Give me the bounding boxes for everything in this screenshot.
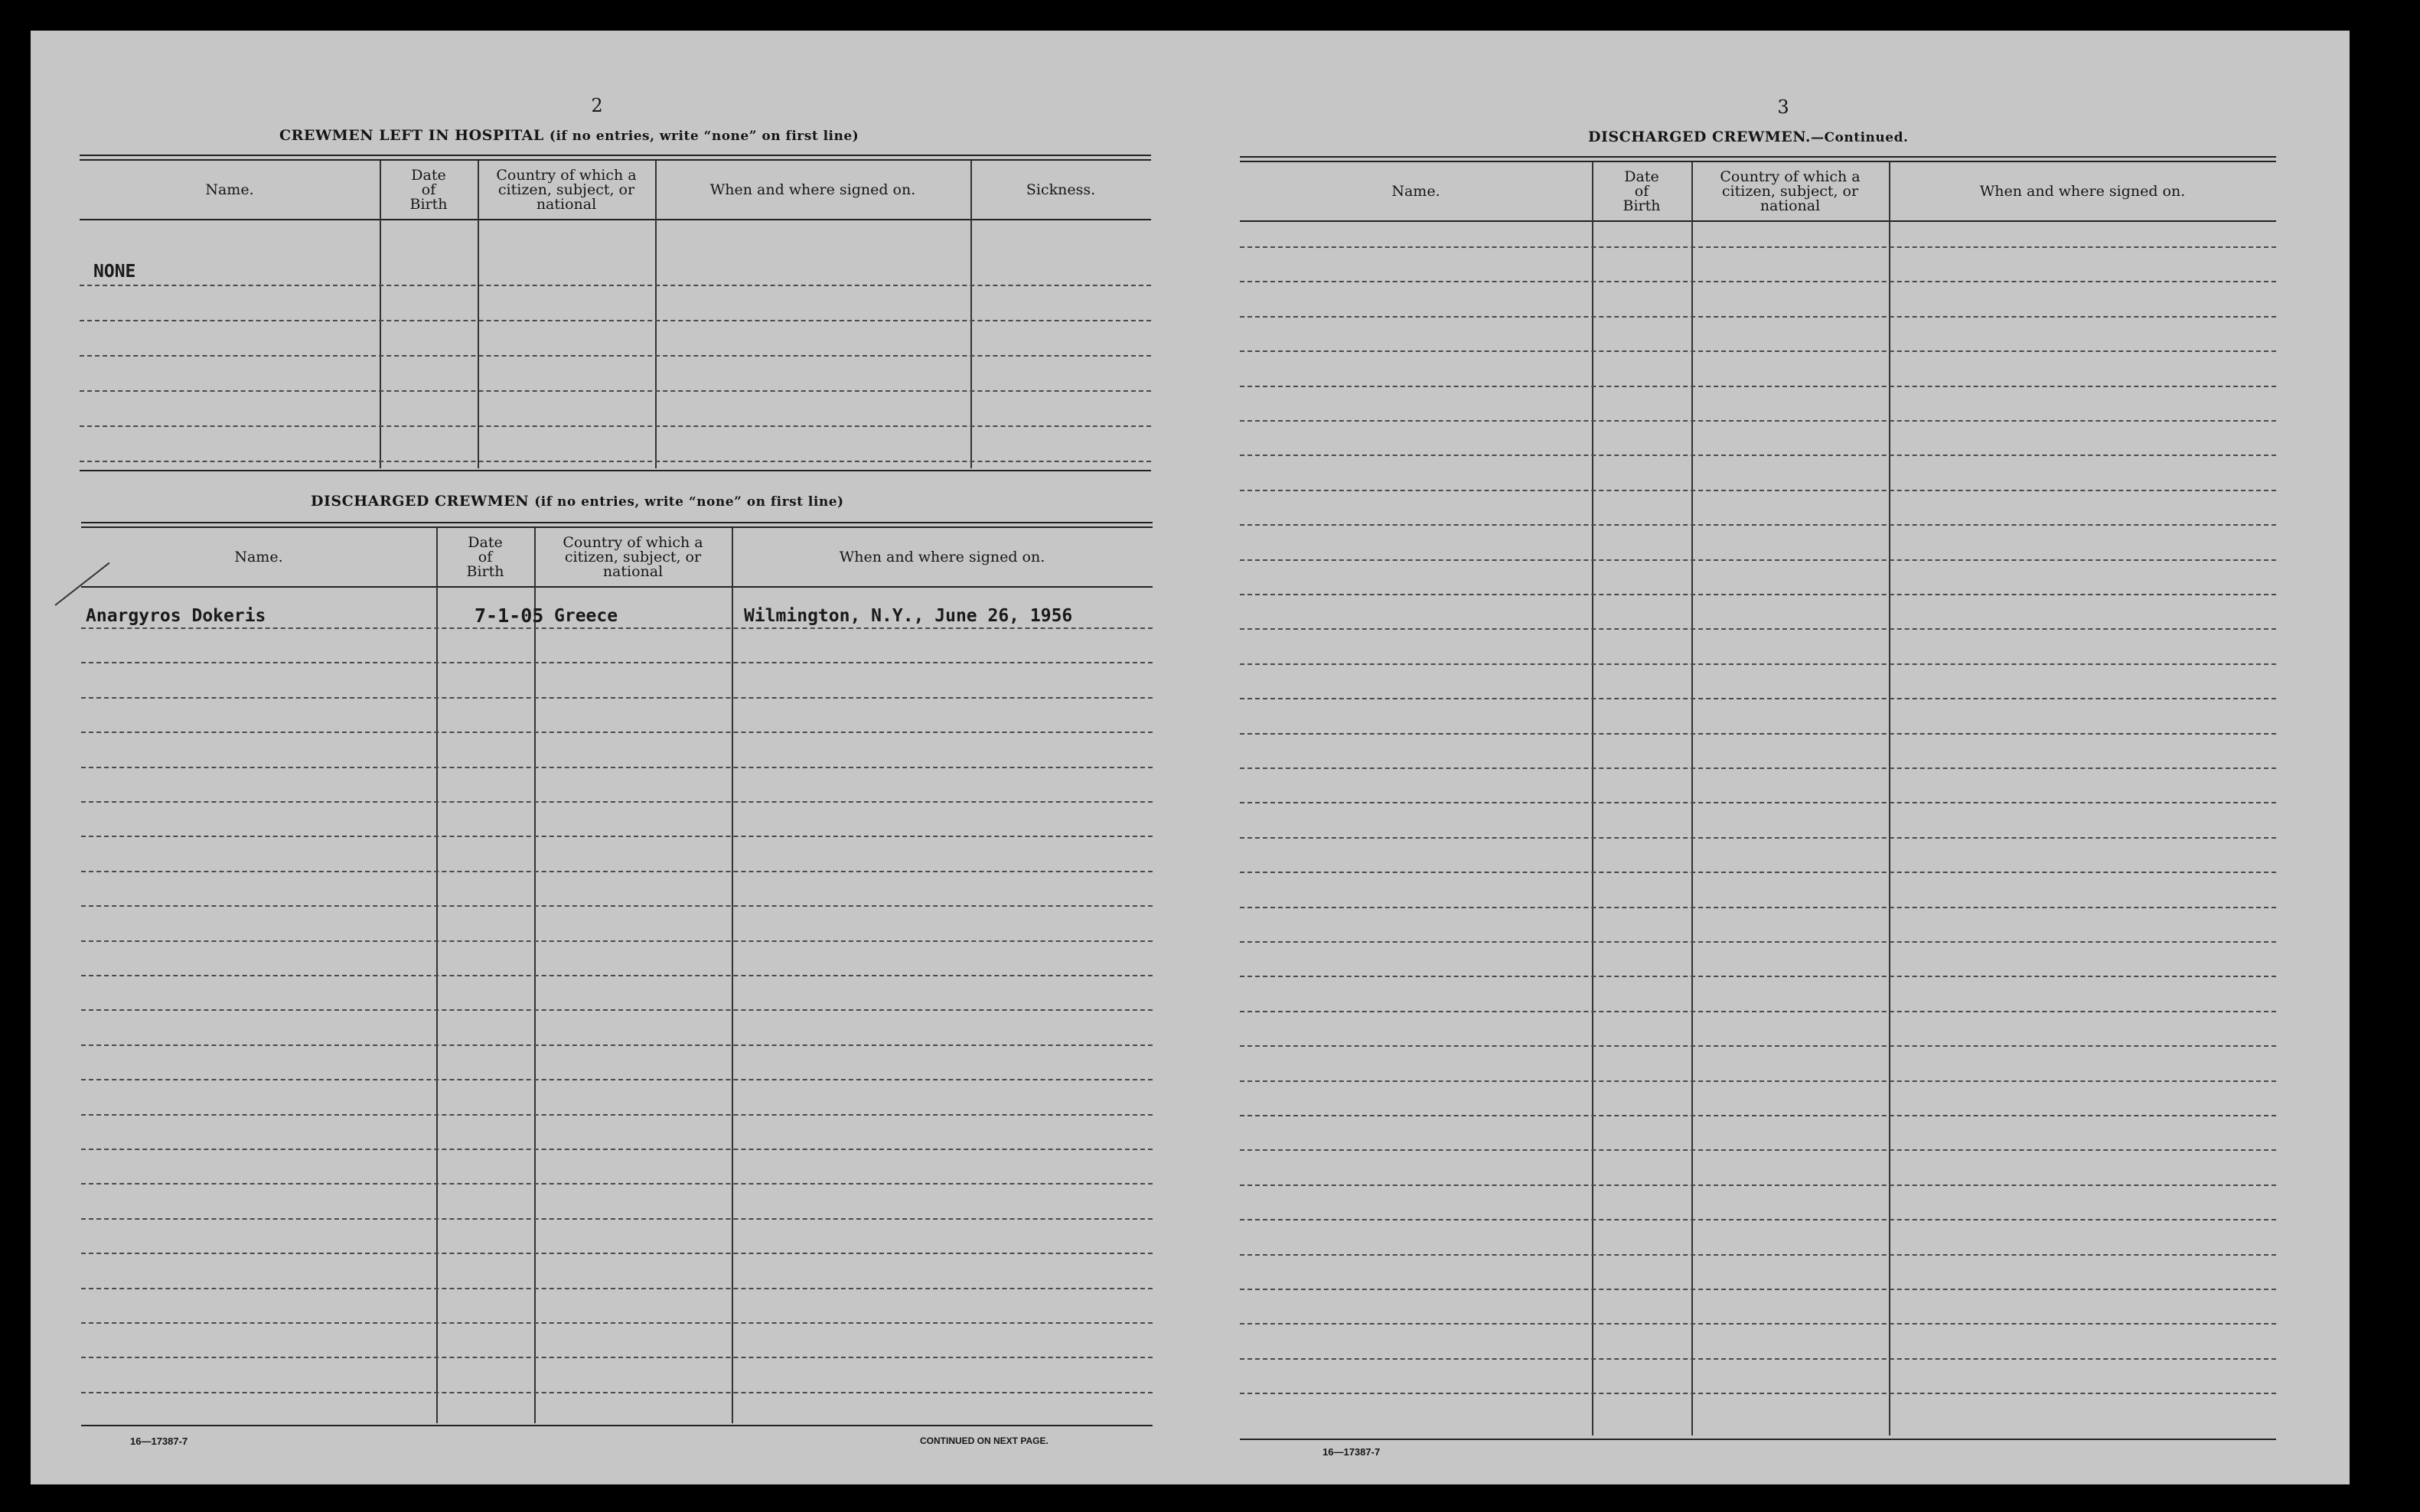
row-line (81, 1044, 1153, 1046)
row-line (1240, 1011, 2276, 1012)
row-line (1240, 1149, 2276, 1151)
continued-note: CONTINUED ON NEXT PAGE. (920, 1435, 1049, 1446)
discharged-continued-title (1588, 129, 1908, 145)
col-country-label: Country of which a citizen, subject, or national (1720, 168, 1861, 214)
hospital-section-title (279, 127, 859, 144)
col-country-header (534, 528, 732, 586)
row-line (1240, 386, 2276, 387)
row-line (1240, 350, 2276, 352)
col-signed-header: When and where signed on. (839, 548, 1045, 565)
row-line (1240, 1080, 2276, 1082)
row-line (1240, 767, 2276, 769)
continued-suffix: —Continued. (1811, 130, 1909, 145)
row-line (1240, 663, 2276, 665)
discharged-instruction: (if no entries, write “none” on first line) (534, 494, 844, 510)
page-number: 3 (1777, 96, 1789, 118)
row-line (1240, 559, 2276, 561)
col-signed-header: When and where signed on. (709, 181, 916, 198)
col-name-header: Name. (1391, 182, 1440, 200)
row-line (1240, 698, 2276, 699)
row-line (81, 871, 1153, 872)
hospital-title: CREWMEN LEFT IN HOSPITAL (279, 127, 544, 144)
row-line (1240, 1393, 2276, 1394)
col-country-header (478, 161, 655, 219)
row-line (1240, 1358, 2276, 1360)
row-line (81, 662, 1153, 663)
row-line (81, 836, 1153, 837)
col-signed-header: When and where signed on. (1979, 182, 2186, 200)
row-line (81, 940, 1153, 942)
discharged-title: DISCHARGED CREWMEN (311, 493, 530, 510)
row-line (1240, 802, 2276, 803)
row-line (81, 801, 1153, 803)
row-line (1240, 316, 2276, 318)
crew-country: Greece (554, 606, 618, 626)
row-line (1240, 1115, 2276, 1116)
col-name-header: Name. (205, 181, 254, 198)
row-line (1240, 1185, 2276, 1186)
row-line (81, 1392, 1153, 1393)
row-line (1240, 907, 2276, 908)
discharged-title: DISCHARGED CREWMEN. (1588, 129, 1812, 145)
document-paper (31, 31, 2350, 1484)
col-country-header (1691, 162, 1889, 220)
form-number: 16—17387-7 (130, 1435, 188, 1447)
col-dob-header (380, 161, 478, 219)
right-page (1209, 31, 2350, 1484)
row-line (81, 1288, 1153, 1289)
row-line (1240, 246, 2276, 248)
col-country-label: Country of which a citizen, subject, or national (496, 166, 637, 213)
hospital-instruction: (if no entries, write “none” on first line) (549, 129, 859, 144)
row-line (81, 1149, 1153, 1150)
hospital-entry-none: NONE (93, 262, 136, 282)
row-line (1240, 1289, 2276, 1290)
discharged-section-title (311, 493, 844, 510)
row-line (81, 1183, 1153, 1185)
row-line (81, 732, 1153, 733)
row-line (1240, 1045, 2276, 1047)
col-sickness-header: Sickness. (1026, 181, 1096, 198)
row-line (81, 627, 1153, 629)
row-line (81, 1079, 1153, 1080)
row-line (1240, 594, 2276, 595)
discharged-table (81, 522, 1153, 1432)
col-dob-label: Date of Birth (409, 166, 448, 213)
row-line (1240, 941, 2276, 943)
row-line (81, 1253, 1153, 1254)
row-line (1240, 281, 2276, 282)
row-line (1240, 733, 2276, 735)
col-dob-header (436, 528, 534, 586)
col-dob-header (1592, 162, 1691, 220)
row-line (1240, 1323, 2276, 1325)
row-line (81, 1357, 1153, 1358)
row-line (81, 905, 1153, 907)
page-number: 2 (591, 95, 603, 116)
row-line (1240, 628, 2276, 630)
row-line (81, 1322, 1153, 1324)
row-line (81, 1009, 1153, 1011)
left-page (31, 31, 1209, 1484)
row-line (1240, 1219, 2276, 1220)
crew-name: Anargyros Dokeris (86, 606, 266, 626)
crew-signed-on: Wilmington, N.Y., June 26, 1956 (744, 606, 1073, 626)
discharged-continued-table (1240, 156, 2276, 1442)
row-line (1240, 1254, 2276, 1256)
row-line (81, 697, 1153, 699)
row-line (1240, 976, 2276, 977)
row-line (1240, 837, 2276, 839)
col-name-header: Name. (234, 548, 283, 565)
hospital-table (80, 155, 1151, 474)
col-dob-label: Date of Birth (466, 533, 504, 580)
row-line (81, 1218, 1153, 1220)
row-line (1240, 872, 2276, 873)
col-country-label: Country of which a citizen, subject, or national (563, 533, 703, 580)
row-line (1240, 455, 2276, 456)
row-line (81, 767, 1153, 768)
row-line (81, 975, 1153, 976)
form-number: 16—17387-7 (1323, 1446, 1381, 1458)
crew-dob: 7-1-05 (475, 604, 544, 627)
row-line (81, 1114, 1153, 1116)
col-dob-label: Date of Birth (1623, 168, 1661, 214)
row-line (1240, 490, 2276, 491)
row-line (1240, 420, 2276, 422)
row-line (1240, 524, 2276, 526)
